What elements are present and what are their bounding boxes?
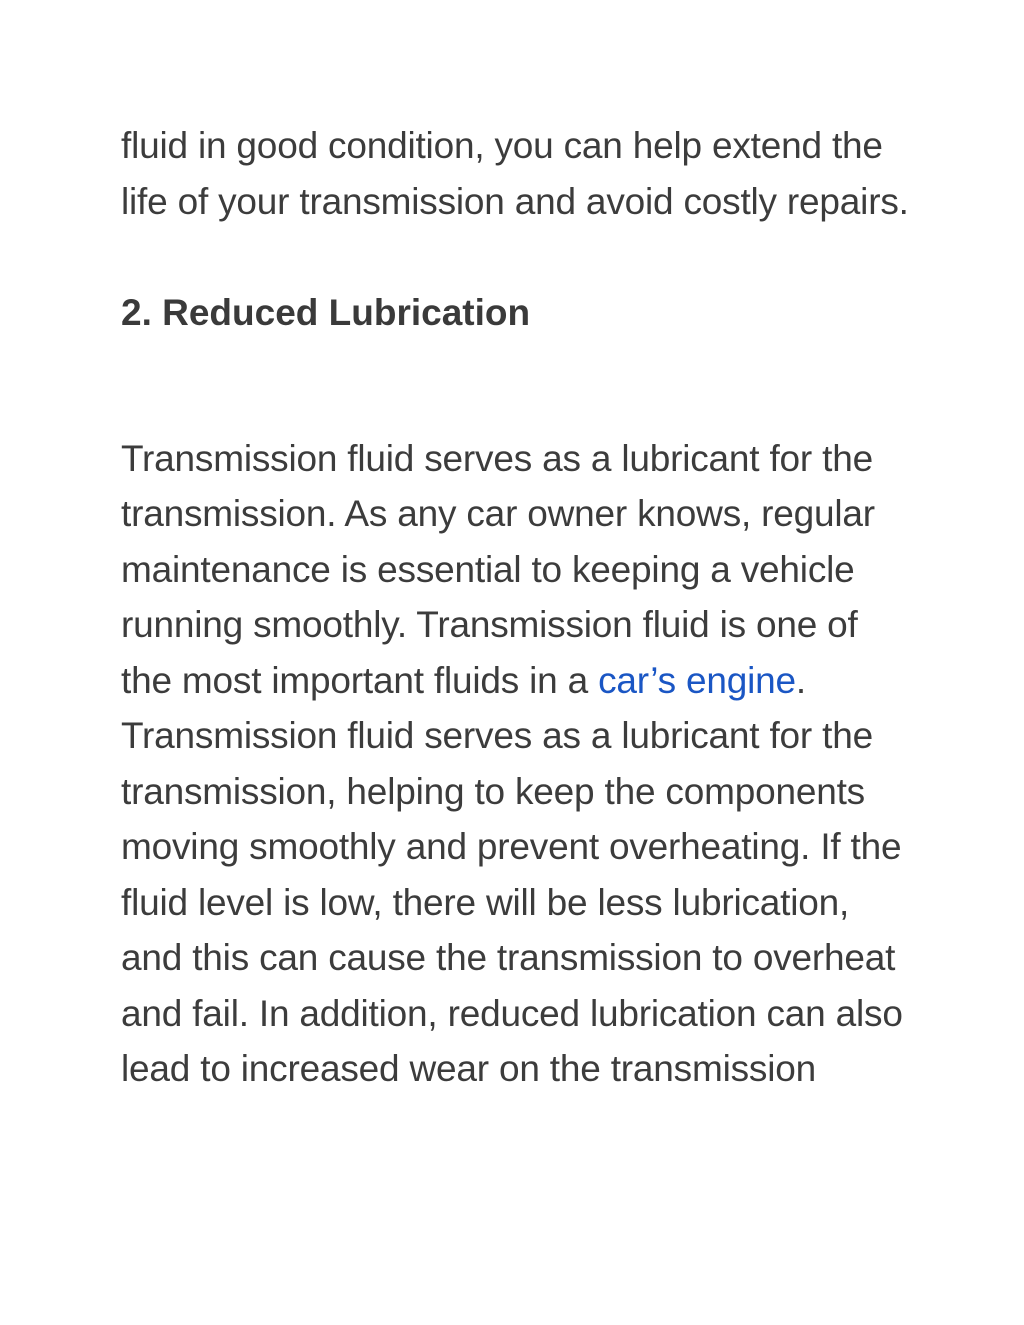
body-text-part1: Transmission fluid serves as a lubricant for the transmission. As any car owner knows, regular maintenance is essential to keeping a vehicle running smoothly. Transmission fluid is one of the most important fluids in a [121, 437, 875, 701]
article-content [121, 118, 911, 1097]
section-heading: 2. Reduced Lubrication [121, 292, 531, 333]
body-text-part2: . Transmission fluid serves as a lubricant for the transmission, helping to keep the components moving smoothly and prevent overheating. If the fluid level is low, there will be less lubrication, and this can cause the transmission to overheat and fail. In addition, reduced lubrication can also lead to increased wear on the transmission [121, 659, 903, 1089]
intro-paragraph: fluid in good condition, you can help extend the life of your transmission and avoid costly repairs. [121, 125, 909, 222]
spacer [121, 341, 911, 431]
body-paragraph [121, 431, 911, 1097]
cars-engine-link[interactable]: car’s engine [598, 659, 796, 701]
spacer [121, 229, 911, 285]
